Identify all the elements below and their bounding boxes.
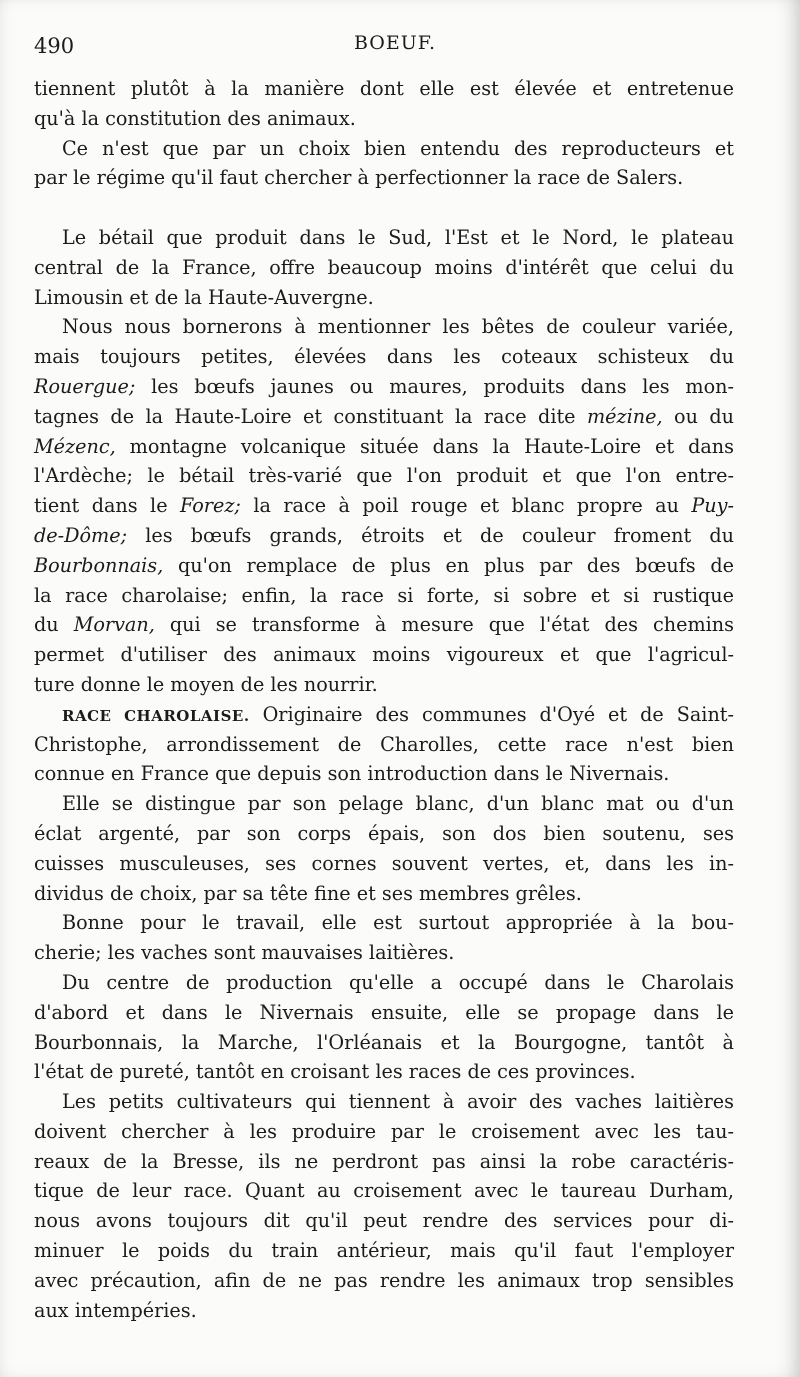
text-line: Christophe, arrondissement de Charolles, cette race n'est bien (34, 732, 734, 756)
italic-place: Rouergue; (34, 374, 136, 398)
text-line: de-Dôme; les bœufs grands, étroits et de couleur froment du (34, 523, 734, 547)
text-line: tique de leur race. Quant au croisement avec le taureau Durham, (34, 1179, 734, 1203)
text-line: Limousin et de la Haute-Auvergne. (34, 285, 374, 309)
page-header (34, 30, 756, 60)
text-line: Nous nous bornerons à mentionner les bêtes de couleur variée, (62, 315, 734, 339)
text-line: central de la France, offre beaucoup moins d'intérêt que celui du (34, 255, 734, 279)
text-line: par le régime qu'il faut chercher à perfectionner la race de Salers. (34, 166, 684, 190)
text-line: permet d'utiliser des animaux moins vigoureux et que l'agricul- (34, 643, 734, 667)
text-line: tagnes de la Haute-Loire et constituant la race dite mézine, ou du (34, 404, 735, 428)
text-line: Rouergue; les bœufs jaunes ou maures, produits dans les mon- (34, 374, 734, 398)
body-text (34, 74, 734, 1325)
italic-place: Puy- (691, 494, 734, 518)
page-number: 490 (34, 34, 75, 58)
italic-place: Mézenc, (34, 434, 116, 458)
italic-place: de-Dôme; (34, 523, 128, 547)
text-line: l'état de pureté, tantôt en croisant les races de ces provinces. (34, 1060, 636, 1084)
text-line: minuer le poids du train antérieur, mais qu'il faut l'employer (34, 1239, 734, 1263)
text-line: Bourbonnais, la Marche, l'Orléanais et la Bourgogne, tantôt à (34, 1030, 734, 1054)
text-line: du Morvan, qui se transforme à mesure que l'état des chemins (34, 613, 734, 637)
text-line: l'Ardèche; le bétail très-varié que l'on produit et que l'on entre- (34, 464, 734, 488)
text-line: avec précaution, afin de ne pas rendre les animaux trop sensibles (34, 1268, 734, 1292)
text-line: Les petits cultivateurs qui tiennent à avoir des vaches laitières (62, 1090, 734, 1114)
italic-place: Forez; (179, 494, 241, 518)
text-line: nous avons toujours dit qu'il peut rendre des services pour di- (34, 1209, 734, 1233)
italic-place: Morvan, (73, 613, 155, 637)
text-line: éclat argenté, par son corps épais, son dos bien soutenu, ses (34, 821, 734, 845)
text-line: tient dans le Forez; la race à poil rouge et blanc propre au Puy- (34, 494, 734, 518)
text-line: cherie; les vaches sont mauvaises laitières. (34, 941, 455, 965)
text-line: connue en France que depuis son introduction dans le Nivernais. (34, 762, 670, 786)
italic-place: mézine, (586, 404, 663, 428)
text-line: dividus de choix, par sa tête fine et ses membres grêles. (34, 881, 582, 905)
text-line: Bourbonnais, qu'on remplace de plus en plus par des bœufs de (34, 553, 734, 577)
text-line: mais toujours petites, élevées dans les coteaux schisteux du (34, 345, 734, 369)
text-line: Elle se distingue par son pelage blanc, d'un blanc mat ou d'un (62, 792, 734, 816)
text-line: d'abord et dans le Nivernais ensuite, elle se propage dans le (34, 1000, 734, 1024)
italic-place: Bourbonnais, (34, 553, 164, 577)
text-line: cuisses musculeuses, ses cornes souvent vertes, et, dans les in- (34, 851, 734, 875)
text-line: Bonne pour le travail, elle est surtout appropriée à la bou- (62, 911, 734, 935)
text-line: Le bétail que produit dans le Sud, l'Est et le Nord, le plateau (62, 225, 734, 249)
section-heading: RACE CHAROLAISE. (62, 706, 250, 725)
text-line: Du centre de production qu'elle a occupé dans le Charolais (62, 970, 734, 994)
paragraph-gap (34, 193, 734, 223)
text-line: tiennent plutôt à la manière dont elle est élevée et entretenue (34, 77, 734, 100)
text-line: la race charolaise; enfin, la race si forte, si sobre et si rustique (34, 583, 734, 607)
text-line: RACE CHAROLAISE. Originaire des communes d'Oyé et de Saint- (62, 702, 734, 726)
text-line: Ce n'est que par un choix bien entendu des reproducteurs et (62, 136, 734, 160)
text-line: Mézenc, montagne volcanique située dans la Haute-Loire et dans (34, 434, 734, 458)
text-line: ture donne le moyen de les nourrir. (34, 672, 378, 696)
text-line: reaux de la Bresse, ils ne perdront pas ainsi la robe caractéris- (34, 1149, 734, 1173)
text-line: doivent chercher à les produire par le croisement avec les tau- (34, 1119, 734, 1143)
text-line: aux intempéries. (34, 1298, 197, 1322)
running-head: BOEUF. (353, 32, 437, 54)
text-line: qu'à la constitution des animaux. (34, 106, 356, 130)
